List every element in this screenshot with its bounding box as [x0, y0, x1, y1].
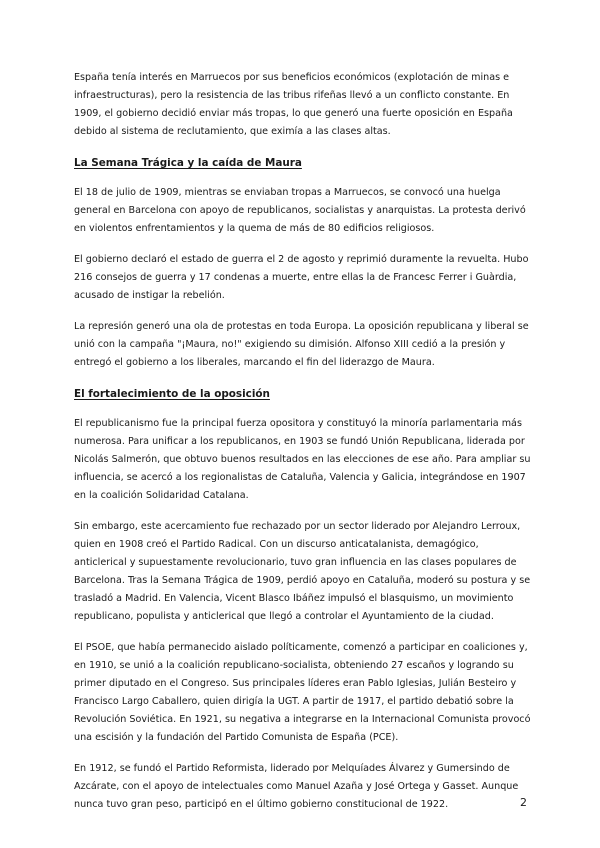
paragraph: El gobierno declaró el estado de guerra el 2 de agosto y reprimió duramente la revuelta. Hubo 216 consejos de guerra y 17 condenas a muerte, entre ellas la de Francesc Ferrer i Guàrdia, acusado de instigar la rebelión. — [74, 254, 529, 301]
paragraph: El PSOE, que había permanecido aislado políticamente, comenzó a participar en coaliciones y, en 1910, se unió a la coalición republicano-socialista, obteniendo 27 escaños y logrando su primer diputado en el Congreso. Sus principales líderes eran Pablo Iglesias, Julián Besteiro y Francisco Largo Caballero, quien dirigía la UGT. A partir de 1917, el partido debatió sobre la Revolución Soviética. En 1921, su negativa a integrarse en la Internacional Comunista provocó una escisión y la fundación del Partido Comunista de España (PCE). — [74, 642, 531, 743]
intro-paragraph: España tenía interés en Marruecos por sus beneficios económicos (explotación de minas e infraestructuras), pero la resistencia de las tribus rifeñas llevó a un conflicto constante. En 1909, el gobierno decidió enviar más tropas, lo que generó una fuerte oposición en España debido al sistema de reclutamiento, que eximía a las clases altas. — [74, 72, 513, 137]
paragraph: La represión generó una ola de protestas en toda Europa. La oposición republicana y liberal se unió con la campaña "¡Maura, no!" exigiendo su dimisión. Alfonso XIII cedió a la presión y entregó el gobierno a los liberales, marcando el fin del liderazgo de Maura. — [74, 321, 529, 368]
section-heading-semana-tragica: La Semana Trágica y la caída de Maura — [74, 157, 302, 169]
section-heading-oposicion: El fortalecimiento de la oposición — [74, 388, 270, 400]
paragraph: Sin embargo, este acercamiento fue rechazado por un sector liderado por Alejandro Lerroux, quien en 1908 creó el Partido Radical. Con un discurso anticatalanista, demagógico, anticlerical y supuestamente revolucionario, tuvo gran influencia en las clases populares de Barcelona. Tras la Semana Trágica de 1909, perdió apoyo en Cataluña, moderó su postura y se trasladó a Madrid. En Valencia, Vicent Blasco Ibáñez impulsó el blasquismo, un movimiento republicano, populista y anticlerical que llegó a controlar el Ayuntamiento de la ciudad. — [74, 521, 531, 622]
paragraph: El republicanismo fue la principal fuerza opositora y constituyó la minoría parlamentaria más numerosa. Para unificar a los republicanos, en 1903 se fundó Unión Republicana, liderada por Nicolás Salmerón, que obtuvo buenos resultados en las elecciones de ese año. Para ampliar su influencia, se acercó a los regionalistas de Cataluña, Valencia y Galicia, integrándose en 1907 en la coalición Solidaridad Catalana. — [74, 418, 531, 501]
paragraph: El 18 de julio de 1909, mientras se enviaban tropas a Marruecos, se convocó una huelga general en Barcelona con apoyo de republicanos, socialistas y anarquistas. La protesta derivó en violentos enfrentamientos y la quema de más de 80 edificios religiosos. — [74, 187, 526, 234]
page-number: 2 — [520, 796, 527, 809]
paragraph: En 1912, se fundó el Partido Reformista, liderado por Melquíades Álvarez y Gumersindo de Azcárate, con el apoyo de intelectuales como Manuel Azaña y José Ortega y Gasset. Aunque nunca tuvo gran peso, participó en el último gobierno constitucional de 1922. — [74, 763, 519, 810]
page-content — [74, 69, 534, 827]
